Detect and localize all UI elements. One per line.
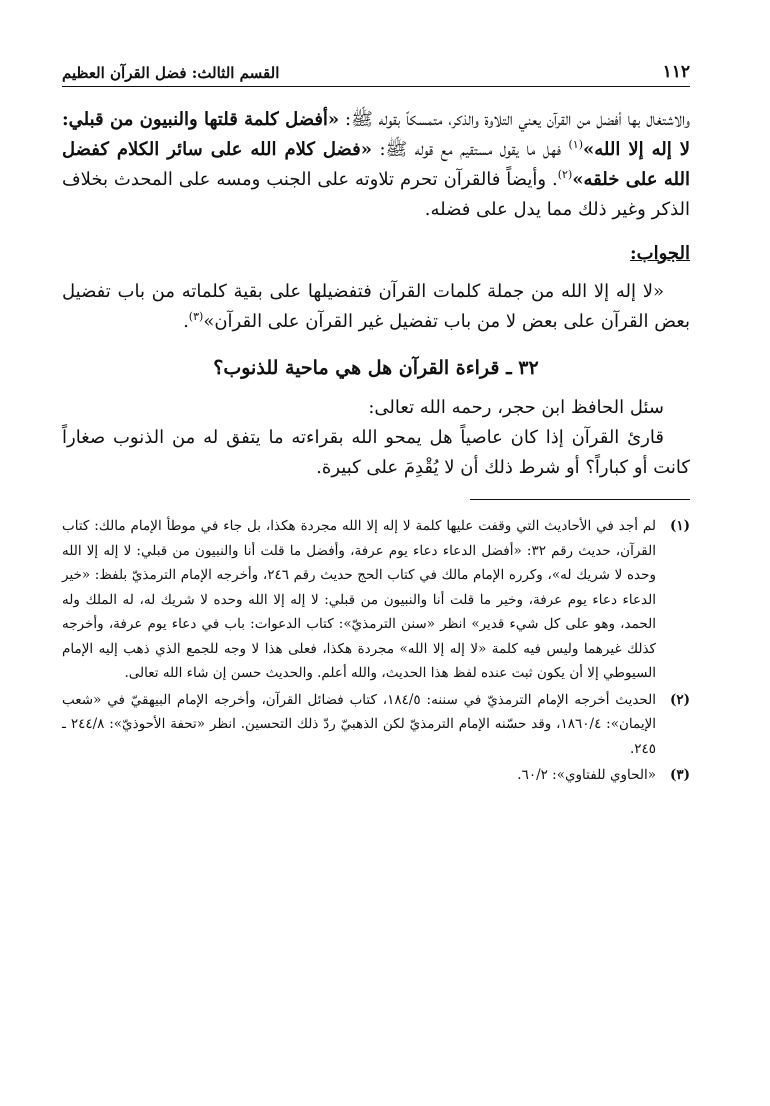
question-text-c: . وأيضاً فالقرآن تحرم تلاوته على الجنب ومسه على المحدث بخلاف الذكر وغير ذلك مما يدل على فضله. bbox=[62, 169, 690, 220]
footnote-text: «الحاوي للفتاوي»: ٦٠/٢. bbox=[517, 767, 656, 783]
footnote-text: لم أجد في الأحاديث التي وقفت عليها كلمة لا إله إلا الله مجردة هكذا، بل جاء في موطأ الإمام مالك: كتاب القرآن، حديث رقم ٣٢: «أفضل الدعاء دعاء يوم عرفة، وأفضل ما قلت أنا والنبيون من قبلي: لا إله إلا الله وحده لا شريك له»، وكرره الإمام مالك في كتاب الحج حديث رقم ٢٤٦، وأخرجه الإمام الترمذيّ بلفظ: «خير الدعاء دعاء يوم عرفة، وخير ما قلت أنا والنبيون من قبلي: لا إله إلا الله وحده لا شريك له، له الملك وله الحمد، وهو على كل شيء قدير» انظر «سنن الترمذيّ»: كتاب الدعوات: باب في دعاء يوم عرفة، وأخرجه كذلك غيرهما وليس فيه كلمة «لا إله إلا الله» مجردة هكذا، فعلى هذا لا وجه للجمع الذي ذهب إليه الإمام السيوطي إلا أن يكون ثبت عنده لفظ هذا الحديث، والله أعلم. والحديث حسن إن شاء الله تعالى. bbox=[62, 518, 656, 681]
section-question: قارئ القرآن إذا كان عاصياً هل يمحو الله بقراءته ما يتفق له من الذنوب صغاراً كانت أو كباراً؟ أو شرط ذلك أن لا يُقْدِمَ على كبيرة. bbox=[62, 427, 690, 478]
answer-paragraph bbox=[62, 277, 690, 337]
footnote-number: (١) bbox=[669, 518, 690, 534]
footnote-3 bbox=[62, 763, 690, 788]
footnote-divider bbox=[470, 499, 690, 500]
footnote-ref-1[interactable]: (١) bbox=[568, 138, 584, 151]
footnotes bbox=[62, 514, 690, 788]
page-number: ١١٢ bbox=[662, 62, 690, 82]
answer-text: «لا إله إلا الله من جملة كلمات القرآن فتفضيلها على بقية كلماته من باب تفضيل بعض القرآن على بعض لا من باب تفضيل غير القرآن على القرآن» bbox=[62, 281, 690, 332]
question-text-b: فهل ما يقول مستقيم مع قوله ﷺ: bbox=[372, 139, 569, 160]
question-text-a: والاشتغال بها أفضل من القرآن يعني التلاوة والذكر، متمسكاً بقوله ﷺ: bbox=[345, 109, 690, 130]
section-intro: سئل الحافظ ابن حجر، رحمه الله تعالى: bbox=[368, 397, 664, 418]
footnote-2 bbox=[62, 688, 690, 762]
book-page bbox=[62, 54, 690, 790]
question-paragraph bbox=[62, 105, 690, 225]
footnote-text: الحديث أخرجه الإمام الترمذيّ في سننه: ١٨٤/٥، كتاب فضائل القرآن، وأخرجه الإمام البيهقيّ في «شعب الإيمان»: ١٨٦٠/٤، وقد حسّنه الإمام الترمذيّ لكن الذهبيّ ردّ ذلك التحسين. انظر «تحفة الأحوذيّ»: ٢٤٤/٨ ـ ٢٤٥. bbox=[62, 691, 657, 757]
answer-end: . bbox=[183, 311, 189, 332]
running-title: القسم الثالث: فضل القرآن العظيم bbox=[62, 64, 280, 82]
footnote-1 bbox=[62, 514, 690, 686]
section-title: ٣٢ ـ قراءة القرآن هل هي ماحية للذنوب؟ bbox=[213, 357, 539, 379]
page-header bbox=[62, 54, 690, 87]
footnote-number: (٢) bbox=[669, 691, 690, 708]
hadith-quote-1: «أفضل كلمة قلتها والنبيون من قبلي: لا إله إلا الله» bbox=[62, 109, 690, 160]
hadith-quote-2: «فضل كلام الله على سائر الكلام كفضل الله على خلقه» bbox=[62, 139, 691, 190]
answer-heading: الجواب: bbox=[630, 243, 690, 264]
footnote-ref-3[interactable]: (٣) bbox=[188, 310, 204, 323]
main-text bbox=[62, 105, 690, 483]
footnote-number: (٣) bbox=[669, 767, 690, 783]
footnote-ref-2[interactable]: (٢) bbox=[557, 168, 573, 181]
